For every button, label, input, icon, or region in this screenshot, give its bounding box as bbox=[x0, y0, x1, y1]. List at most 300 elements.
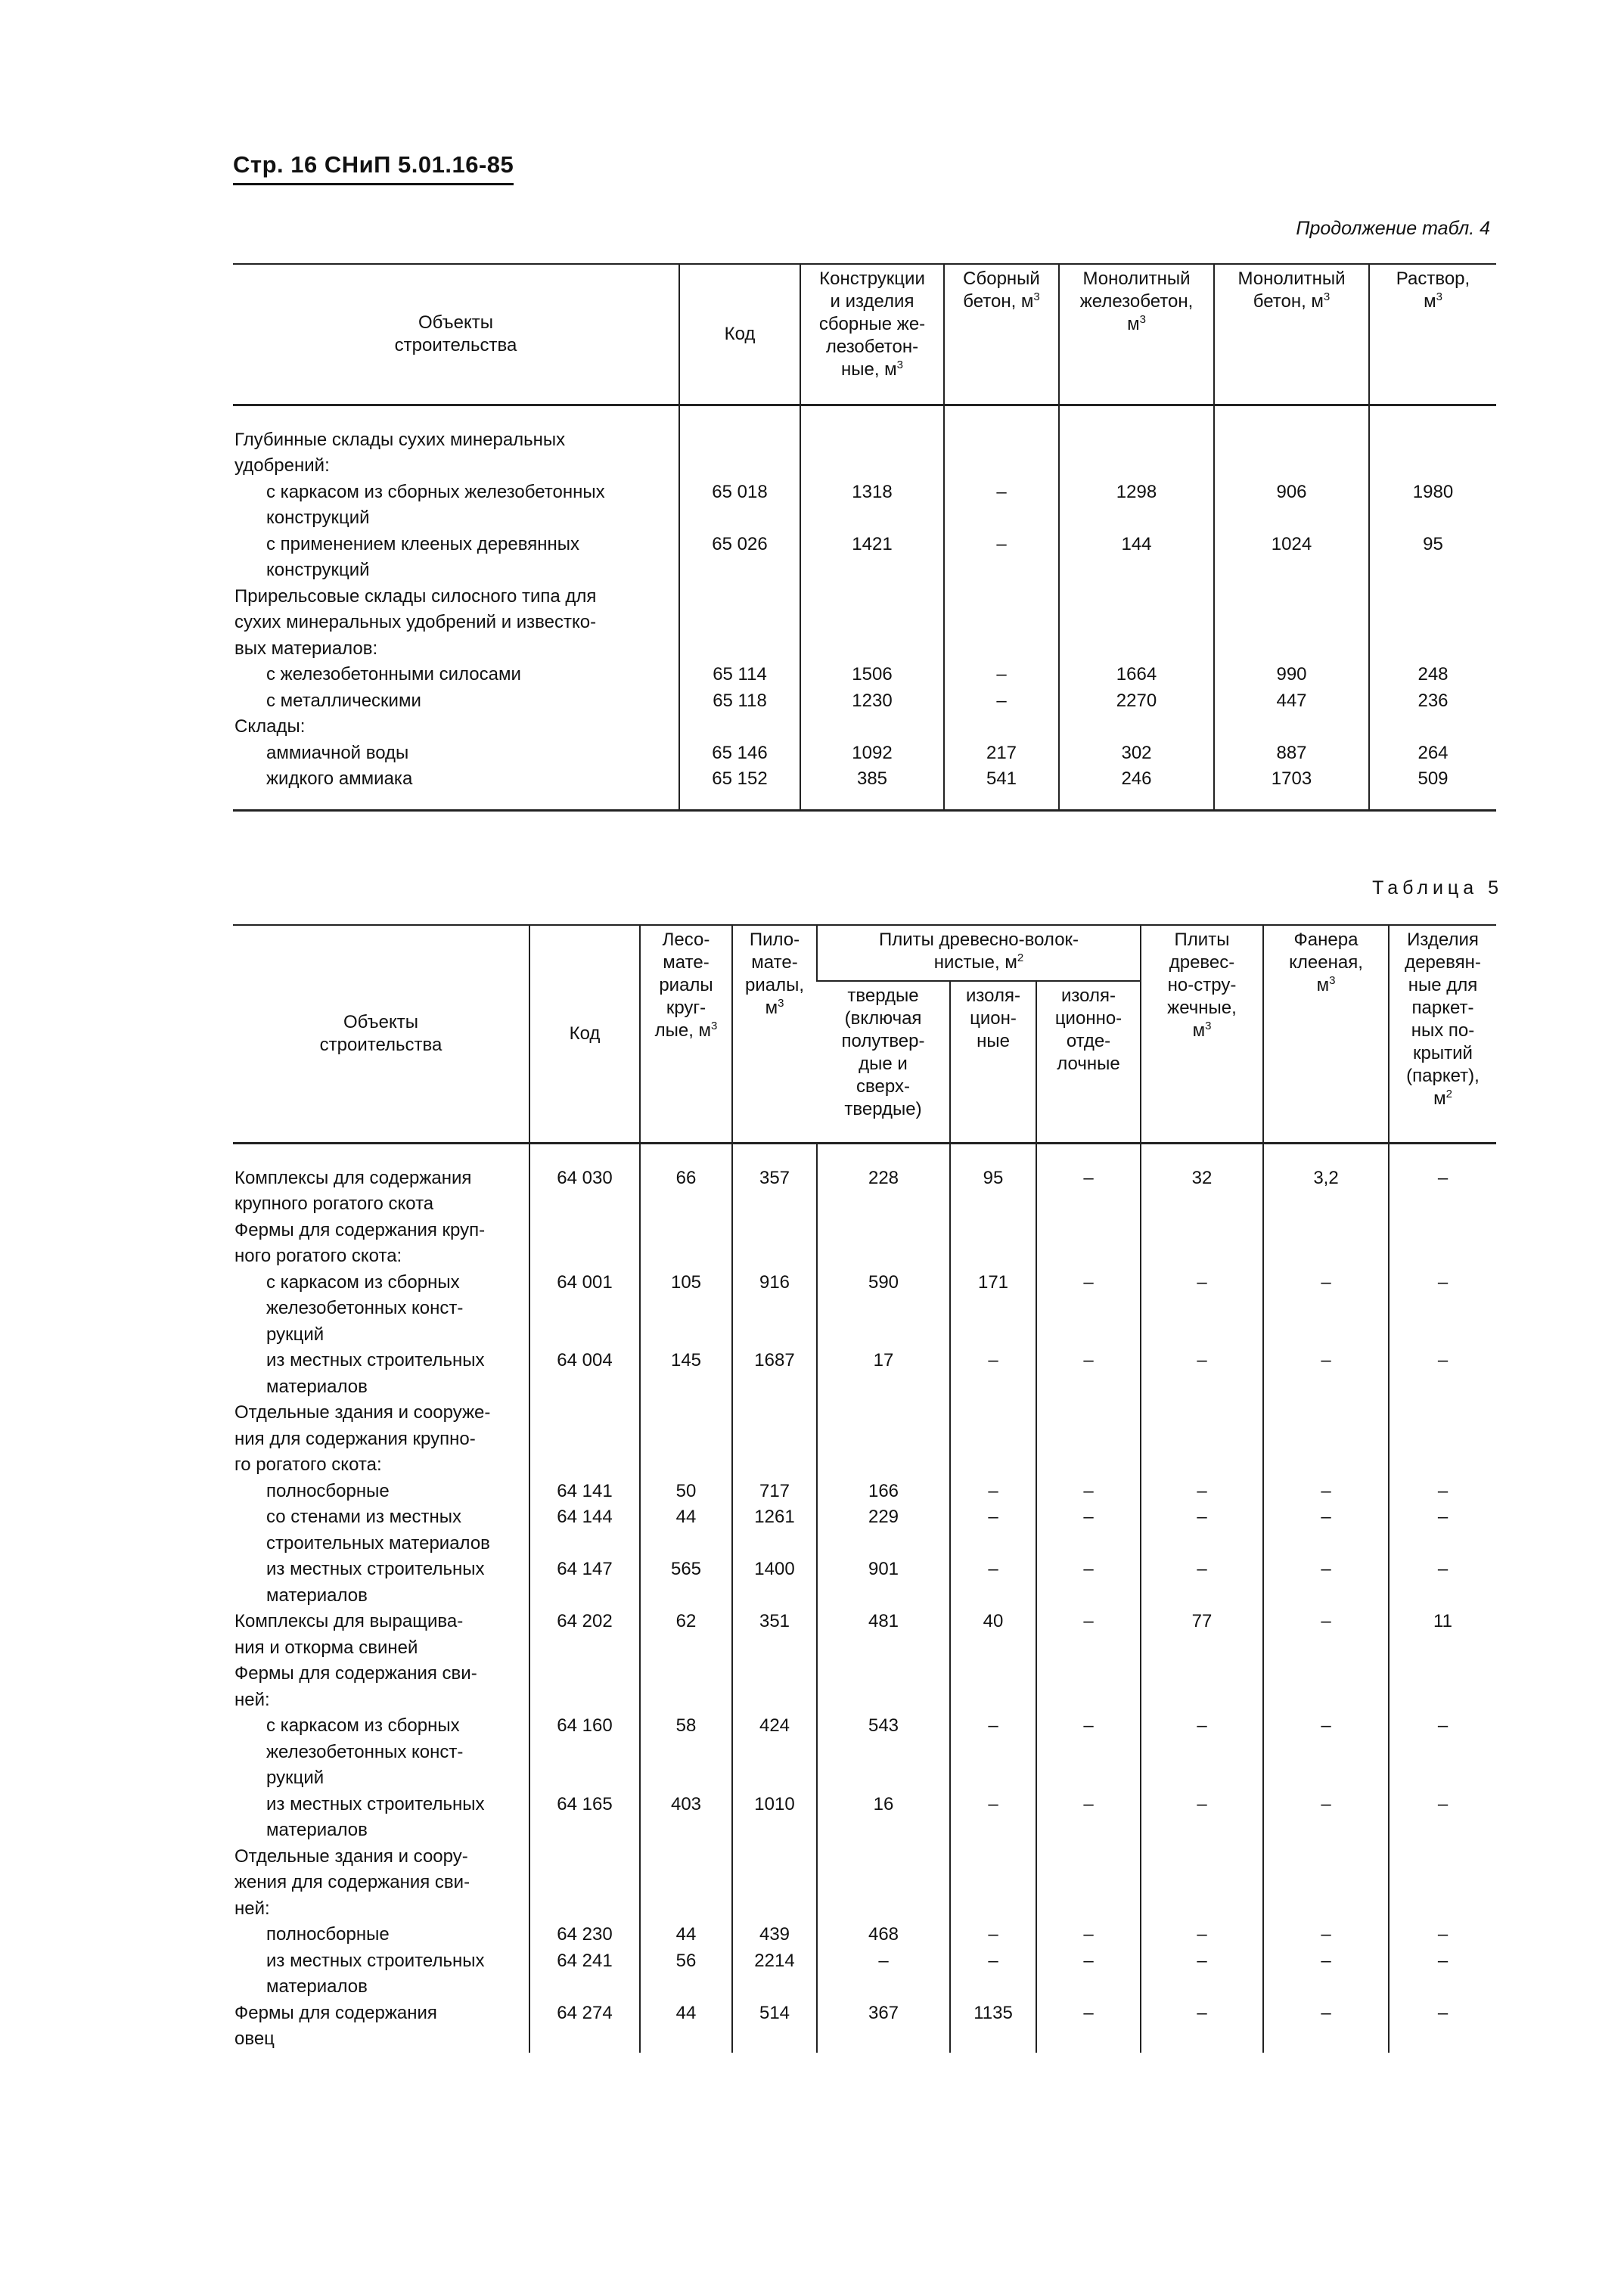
t4-header-precast-concrete: Сборный бетон, $м^3$ bbox=[944, 264, 1059, 405]
name-line: Отдельные здания и соору- bbox=[234, 1845, 468, 1867]
name-line: полносборные bbox=[266, 1924, 390, 1945]
t5-value-col-2: 514 bbox=[732, 2001, 817, 2053]
t5-value-col-2: 916 bbox=[732, 1270, 817, 1349]
t5-value-col-7: – bbox=[1263, 1270, 1389, 1349]
table-row bbox=[233, 1400, 1496, 1479]
name-line: Склады: bbox=[234, 716, 306, 737]
t5-value-col-8 bbox=[1389, 1218, 1496, 1270]
t4-value-col-1 bbox=[800, 427, 944, 480]
t5-header-code: Код bbox=[529, 925, 640, 1143]
t5-value-col-7: – bbox=[1263, 1713, 1389, 1792]
t5-header-sawn-timber: Пило- мате- риалы, $м^3$ bbox=[732, 925, 817, 1143]
t5-code: 64 144 bbox=[529, 1504, 640, 1557]
name-line: рукций bbox=[266, 1768, 324, 1788]
t5-value-col-3: 166 bbox=[817, 1479, 950, 1505]
t4-code bbox=[679, 427, 800, 480]
t5-value-col-1 bbox=[640, 1661, 732, 1713]
t5-value-col-5 bbox=[1036, 1400, 1141, 1479]
table4-header-row bbox=[233, 264, 1496, 405]
t4-value-col-5 bbox=[1369, 584, 1496, 663]
t5-spacer-cell bbox=[640, 1143, 732, 1166]
t5-value-col-1: 403 bbox=[640, 1792, 732, 1844]
t5-value-col-7 bbox=[1263, 1400, 1389, 1479]
table-row bbox=[233, 1948, 1496, 2001]
t5-value-col-7: – bbox=[1263, 2001, 1389, 2053]
t5-object-name bbox=[233, 1713, 529, 1792]
t5-value-col-5: – bbox=[1036, 1713, 1141, 1792]
t5-value-col-6: 77 bbox=[1141, 1609, 1263, 1661]
t4-object-name bbox=[233, 688, 679, 715]
t5-value-col-5: – bbox=[1036, 1479, 1141, 1505]
name-line: конструкций bbox=[266, 560, 370, 580]
t5-code: 64 165 bbox=[529, 1792, 640, 1844]
t4-value-col-4: 887 bbox=[1214, 740, 1369, 767]
t5-value-col-5 bbox=[1036, 1844, 1141, 1923]
t5-code: 64 030 bbox=[529, 1166, 640, 1218]
t5-value-col-4: 1135 bbox=[950, 2001, 1036, 2053]
table-row bbox=[233, 584, 1496, 663]
t5-header-objects: Объекты строительства bbox=[233, 925, 529, 1143]
t5-spacer-cell bbox=[950, 1143, 1036, 1166]
name-line: с каркасом из сборных bbox=[266, 1271, 460, 1293]
t5-value-col-1: 50 bbox=[640, 1479, 732, 1505]
name-line: ния для содержания крупно- bbox=[234, 1428, 476, 1449]
t5-value-col-5: – bbox=[1036, 1348, 1141, 1400]
name-line: овец bbox=[234, 2028, 275, 2049]
t4-spacer-cell bbox=[1369, 405, 1496, 427]
t4-code: 65 146 bbox=[679, 740, 800, 767]
name-line: Фермы для содержания bbox=[234, 2002, 437, 2023]
t4-code bbox=[679, 584, 800, 663]
t4-value-col-5: 509 bbox=[1369, 766, 1496, 793]
name-line: го рогатого скота: bbox=[234, 1454, 382, 1475]
table-row bbox=[233, 1792, 1496, 1844]
t5-code: 64 202 bbox=[529, 1609, 640, 1661]
t5-value-col-6: – bbox=[1141, 1270, 1263, 1349]
t5-value-col-4 bbox=[950, 1400, 1036, 1479]
t4-value-col-3 bbox=[1059, 584, 1214, 663]
name-line: ного рогатого скота: bbox=[234, 1246, 402, 1266]
t5-object-name bbox=[233, 1844, 529, 1923]
table-row bbox=[233, 1479, 1496, 1505]
t4-value-col-1: 1506 bbox=[800, 662, 944, 688]
t5-value-col-3 bbox=[817, 1400, 950, 1479]
t4-value-col-2: – bbox=[944, 688, 1059, 715]
t5-value-col-3: 16 bbox=[817, 1792, 950, 1844]
t5-value-col-2 bbox=[732, 1844, 817, 1923]
t5-value-col-1 bbox=[640, 1844, 732, 1923]
t5-header-parquet: Изделия деревян- ные для паркет- ных по- крытий (паркет), $м^2$ bbox=[1389, 925, 1496, 1143]
t4-value-col-2 bbox=[944, 427, 1059, 480]
t5-value-col-4 bbox=[950, 1661, 1036, 1713]
t5-header-fibreboard-insulating: изоля- цион- ные bbox=[950, 981, 1036, 1143]
t5-value-col-5: – bbox=[1036, 1166, 1141, 1218]
name-line: строительных материалов bbox=[266, 1532, 490, 1554]
t5-value-col-2: 351 bbox=[732, 1609, 817, 1661]
t5-value-col-1: 56 bbox=[640, 1948, 732, 2001]
t4-header-precast-rc: Конструкции и изделия сборные же- лезобетон- ные, $м^3$ bbox=[800, 264, 944, 405]
t5-value-col-2: 424 bbox=[732, 1713, 817, 1792]
name-line: материалов bbox=[266, 1820, 368, 1840]
t5-value-col-4: – bbox=[950, 1479, 1036, 1505]
t5-value-col-7: – bbox=[1263, 1557, 1389, 1609]
t4-value-col-4: 990 bbox=[1214, 662, 1369, 688]
t5-code: 64 141 bbox=[529, 1479, 640, 1505]
name-line: материалов bbox=[266, 1376, 368, 1397]
t5-value-col-1: 44 bbox=[640, 2001, 732, 2053]
t5-spacer-cell bbox=[1036, 1143, 1141, 1166]
table-4 bbox=[233, 263, 1496, 812]
table-row bbox=[233, 1844, 1496, 1923]
t4-value-col-1: 1318 bbox=[800, 480, 944, 532]
table5-body bbox=[233, 1143, 1496, 2053]
t5-value-col-2: 1400 bbox=[732, 1557, 817, 1609]
name-line: конструкций bbox=[266, 507, 370, 528]
t5-code: 64 241 bbox=[529, 1948, 640, 2001]
t5-value-col-3: – bbox=[817, 1948, 950, 2001]
table-row bbox=[233, 480, 1496, 532]
t5-value-col-6: – bbox=[1141, 1713, 1263, 1792]
t5-value-col-3 bbox=[817, 1218, 950, 1270]
name-line: аммиачной воды bbox=[266, 742, 409, 763]
t5-code bbox=[529, 1218, 640, 1270]
table-row bbox=[233, 1348, 1496, 1400]
t5-value-col-3: 590 bbox=[817, 1270, 950, 1349]
t5-code: 64 160 bbox=[529, 1713, 640, 1792]
t4-value-col-2: – bbox=[944, 532, 1059, 584]
t5-value-col-2: 1010 bbox=[732, 1792, 817, 1844]
name-line: удобрений: bbox=[234, 455, 330, 476]
t4-value-col-1: 1230 bbox=[800, 688, 944, 715]
t5-spacer-cell bbox=[817, 1143, 950, 1166]
t4-spacer-cell bbox=[679, 405, 800, 427]
name-line: Комплексы для содержания bbox=[234, 1167, 472, 1188]
t5-value-col-6: – bbox=[1141, 1792, 1263, 1844]
t5-value-col-6: – bbox=[1141, 2001, 1263, 2053]
t4-object-name bbox=[233, 584, 679, 663]
t5-value-col-2: 1687 bbox=[732, 1348, 817, 1400]
t4-value-col-3 bbox=[1059, 427, 1214, 480]
t5-value-col-8: – bbox=[1389, 1479, 1496, 1505]
t5-header-fibreboard-hard: твердые (включая полутвер- дые и сверх- твердые) bbox=[817, 981, 950, 1143]
t4-value-col-4: 906 bbox=[1214, 480, 1369, 532]
t5-value-col-6 bbox=[1141, 1661, 1263, 1713]
t5-value-col-7: 3,2 bbox=[1263, 1166, 1389, 1218]
t4-object-name bbox=[233, 480, 679, 532]
t5-value-col-2: 357 bbox=[732, 1166, 817, 1218]
t4-code: 65 026 bbox=[679, 532, 800, 584]
name-line: с каркасом из сборных bbox=[266, 1715, 460, 1736]
t5-value-col-2 bbox=[732, 1661, 817, 1713]
t4-header-monolithic-concrete: Монолитный бетон, $м^3$ bbox=[1214, 264, 1369, 405]
t5-value-col-7 bbox=[1263, 1661, 1389, 1713]
t5-value-col-4: – bbox=[950, 1713, 1036, 1792]
t4-spacer-cell bbox=[800, 405, 944, 427]
t5-value-col-1: 44 bbox=[640, 1504, 732, 1557]
name-line: ния и откорма свиней bbox=[234, 1637, 418, 1658]
t5-object-name bbox=[233, 1948, 529, 2001]
t5-code bbox=[529, 1661, 640, 1713]
t5-value-col-6 bbox=[1141, 1844, 1263, 1923]
t4-spacer-cell bbox=[800, 793, 944, 811]
name-line: с металлическими bbox=[266, 690, 421, 711]
name-line: Отдельные здания и сооруже- bbox=[234, 1402, 491, 1423]
t5-value-col-8: – bbox=[1389, 1348, 1496, 1400]
t5-header-particleboard: Плиты древес- но-стру- жечные, $м^3$ bbox=[1141, 925, 1263, 1143]
t4-spacer-cell bbox=[679, 793, 800, 811]
t5-object-name bbox=[233, 1557, 529, 1609]
t5-value-col-3: 228 bbox=[817, 1166, 950, 1218]
t4-spacer-row bbox=[233, 405, 1496, 427]
t5-object-name bbox=[233, 1922, 529, 1948]
t4-code: 65 118 bbox=[679, 688, 800, 715]
t5-value-col-5: – bbox=[1036, 1270, 1141, 1349]
t5-object-name bbox=[233, 1348, 529, 1400]
t5-value-col-3: 367 bbox=[817, 2001, 950, 2053]
t5-value-col-7: – bbox=[1263, 1948, 1389, 2001]
t5-value-col-7: – bbox=[1263, 1479, 1389, 1505]
table-row bbox=[233, 740, 1496, 767]
t4-spacer-cell bbox=[1369, 793, 1496, 811]
t5-value-col-8 bbox=[1389, 1661, 1496, 1713]
t5-value-col-1: 565 bbox=[640, 1557, 732, 1609]
t5-value-col-1: 62 bbox=[640, 1609, 732, 1661]
name-line: железобетонных конст- bbox=[266, 1741, 464, 1762]
t5-object-name bbox=[233, 1661, 529, 1713]
t4-value-col-1: 385 bbox=[800, 766, 944, 793]
t4-value-col-5: 236 bbox=[1369, 688, 1496, 715]
name-line: железобетонных конст- bbox=[266, 1298, 464, 1318]
name-line: полносборные bbox=[266, 1480, 390, 1501]
table5-header-row-main bbox=[233, 925, 1496, 981]
table5-title: Таблица 5 bbox=[1372, 877, 1503, 899]
t4-value-col-2 bbox=[944, 714, 1059, 740]
t5-object-name bbox=[233, 1400, 529, 1479]
t5-value-col-5 bbox=[1036, 1661, 1141, 1713]
t4-value-col-1: 1092 bbox=[800, 740, 944, 767]
t5-object-name bbox=[233, 2001, 529, 2053]
t4-value-col-3: 246 bbox=[1059, 766, 1214, 793]
t5-value-col-5: – bbox=[1036, 1609, 1141, 1661]
t4-value-col-3: 1298 bbox=[1059, 480, 1214, 532]
name-line: вых материалов: bbox=[234, 638, 378, 659]
t4-code: 65 114 bbox=[679, 662, 800, 688]
t5-value-col-2 bbox=[732, 1400, 817, 1479]
t5-spacer-cell bbox=[732, 1143, 817, 1166]
table-5 bbox=[233, 924, 1496, 2053]
t5-value-col-8: – bbox=[1389, 1504, 1496, 1557]
table-row bbox=[233, 1218, 1496, 1270]
t5-value-col-1 bbox=[640, 1400, 732, 1479]
t5-spacer-cell bbox=[1141, 1143, 1263, 1166]
t5-value-col-5: – bbox=[1036, 1948, 1141, 2001]
table-row bbox=[233, 1713, 1496, 1792]
t5-value-col-8: – bbox=[1389, 1792, 1496, 1844]
t5-value-col-8: – bbox=[1389, 1922, 1496, 1948]
t5-value-col-8: – bbox=[1389, 1270, 1496, 1349]
t5-code bbox=[529, 1400, 640, 1479]
t4-value-col-3: 144 bbox=[1059, 532, 1214, 584]
t5-header-fibreboard-insulating-finishing: изоля- ционно- отде- лочные bbox=[1036, 981, 1141, 1143]
t4-spacer-cell bbox=[1059, 405, 1214, 427]
table-row bbox=[233, 1557, 1496, 1609]
t5-value-col-4: 40 bbox=[950, 1609, 1036, 1661]
table4-continuation-label: Продолжение табл. 4 bbox=[1296, 218, 1490, 239]
t5-value-col-8: 11 bbox=[1389, 1609, 1496, 1661]
t5-object-name bbox=[233, 1609, 529, 1661]
t5-value-col-8: – bbox=[1389, 1948, 1496, 2001]
t5-value-col-6: – bbox=[1141, 1479, 1263, 1505]
t5-spacer-cell bbox=[529, 1143, 640, 1166]
t5-value-col-5 bbox=[1036, 1218, 1141, 1270]
t4-value-col-4 bbox=[1214, 427, 1369, 480]
name-line: с железобетонными силосами bbox=[266, 664, 521, 684]
t5-value-col-3: 543 bbox=[817, 1713, 950, 1792]
t4-code: 65 018 bbox=[679, 480, 800, 532]
t5-value-col-5: – bbox=[1036, 1557, 1141, 1609]
t5-object-name bbox=[233, 1166, 529, 1218]
t5-value-col-7: – bbox=[1263, 1609, 1389, 1661]
table-row bbox=[233, 532, 1496, 584]
t4-value-col-4: 1703 bbox=[1214, 766, 1369, 793]
table-row bbox=[233, 427, 1496, 480]
name-line: материалов bbox=[266, 1976, 368, 1997]
t5-value-col-3: 17 bbox=[817, 1348, 950, 1400]
t4-value-col-5: 248 bbox=[1369, 662, 1496, 688]
t5-value-col-7: – bbox=[1263, 1922, 1389, 1948]
t4-value-col-2: 217 bbox=[944, 740, 1059, 767]
t5-value-col-4 bbox=[950, 1218, 1036, 1270]
t4-value-col-4: 447 bbox=[1214, 688, 1369, 715]
t5-value-col-3: 481 bbox=[817, 1609, 950, 1661]
t5-code: 64 274 bbox=[529, 2001, 640, 2053]
t4-value-col-5 bbox=[1369, 427, 1496, 480]
t4-object-name bbox=[233, 532, 679, 584]
t4-value-col-5: 264 bbox=[1369, 740, 1496, 767]
t5-value-col-8: – bbox=[1389, 1713, 1496, 1792]
t4-code: 65 152 bbox=[679, 766, 800, 793]
t5-value-col-5: – bbox=[1036, 1922, 1141, 1948]
t4-value-col-2 bbox=[944, 584, 1059, 663]
name-line: сухих минеральных удобрений и известко- bbox=[234, 612, 597, 632]
t5-code bbox=[529, 1844, 640, 1923]
table-row bbox=[233, 1504, 1496, 1557]
t4-bottom-spacer-row bbox=[233, 793, 1496, 811]
t5-value-col-6 bbox=[1141, 1400, 1263, 1479]
t5-value-col-5: – bbox=[1036, 2001, 1141, 2053]
name-line: жидкого аммиака bbox=[266, 768, 413, 789]
name-line: Фермы для содержания сви- bbox=[234, 1663, 477, 1684]
table-row bbox=[233, 662, 1496, 688]
t5-value-col-6: – bbox=[1141, 1948, 1263, 2001]
t4-value-col-1 bbox=[800, 584, 944, 663]
t5-value-col-3 bbox=[817, 1661, 950, 1713]
t4-header-code: Код bbox=[679, 264, 800, 405]
t5-value-col-1: 58 bbox=[640, 1713, 732, 1792]
t4-header-objects: Объекты строительства bbox=[233, 264, 679, 405]
t5-value-col-4: – bbox=[950, 1922, 1036, 1948]
t4-value-col-2: 541 bbox=[944, 766, 1059, 793]
t4-object-name bbox=[233, 740, 679, 767]
t5-object-name bbox=[233, 1792, 529, 1844]
name-line: с каркасом из сборных железобетонных bbox=[266, 481, 605, 502]
t5-value-col-6: – bbox=[1141, 1557, 1263, 1609]
t5-code: 64 147 bbox=[529, 1557, 640, 1609]
table-row bbox=[233, 1922, 1496, 1948]
t5-value-col-6: – bbox=[1141, 1348, 1263, 1400]
t5-value-col-1: 145 bbox=[640, 1348, 732, 1400]
t5-value-col-1: 105 bbox=[640, 1270, 732, 1349]
t5-object-name bbox=[233, 1479, 529, 1505]
table-row bbox=[233, 2001, 1496, 2053]
name-line: Глубинные склады сухих минеральных bbox=[234, 429, 566, 450]
name-line: жения для содержания сви- bbox=[234, 1872, 470, 1892]
name-line: Комплексы для выращива- bbox=[234, 1611, 464, 1631]
t4-spacer-cell bbox=[944, 793, 1059, 811]
t5-value-col-2: 1261 bbox=[732, 1504, 817, 1557]
t4-value-col-5: 1980 bbox=[1369, 480, 1496, 532]
t5-object-name bbox=[233, 1270, 529, 1349]
t4-value-col-5 bbox=[1369, 714, 1496, 740]
name-line: с применением клееных деревянных bbox=[266, 533, 579, 554]
t5-value-col-3: 901 bbox=[817, 1557, 950, 1609]
t5-value-col-1 bbox=[640, 1218, 732, 1270]
t5-value-col-1: 44 bbox=[640, 1922, 732, 1948]
t4-value-col-2: – bbox=[944, 662, 1059, 688]
t5-value-col-4: 95 bbox=[950, 1166, 1036, 1218]
t5-value-col-3 bbox=[817, 1844, 950, 1923]
t4-object-name bbox=[233, 427, 679, 480]
t5-spacer-cell bbox=[233, 1143, 529, 1166]
t5-value-col-8: – bbox=[1389, 1166, 1496, 1218]
t5-spacer-cell bbox=[1389, 1143, 1496, 1166]
t4-object-name bbox=[233, 714, 679, 740]
t5-value-col-7: – bbox=[1263, 1348, 1389, 1400]
t5-spacer-row bbox=[233, 1143, 1496, 1166]
t5-value-col-8 bbox=[1389, 1844, 1496, 1923]
name-line: из местных строительных bbox=[266, 1950, 485, 1971]
t5-header-fibreboard-group: Плиты древесно-волок- нистые, $м^2$ bbox=[817, 925, 1141, 981]
t5-value-col-7 bbox=[1263, 1218, 1389, 1270]
t5-value-col-3: 468 bbox=[817, 1922, 950, 1948]
t4-value-col-2: – bbox=[944, 480, 1059, 532]
name-line: ней: bbox=[234, 1689, 270, 1710]
t5-value-col-6: – bbox=[1141, 1922, 1263, 1948]
t5-value-col-6: – bbox=[1141, 1504, 1263, 1557]
table-row bbox=[233, 688, 1496, 715]
table-row bbox=[233, 1270, 1496, 1349]
t4-spacer-cell bbox=[1059, 793, 1214, 811]
t5-value-col-8: – bbox=[1389, 2001, 1496, 2053]
page-header: Стр. 16 СНиП 5.01.16-85 bbox=[233, 151, 514, 185]
name-line: крупного рогатого скота bbox=[234, 1193, 434, 1214]
t4-value-col-1 bbox=[800, 714, 944, 740]
t5-code: 64 230 bbox=[529, 1922, 640, 1948]
t4-value-col-3: 1664 bbox=[1059, 662, 1214, 688]
t4-spacer-cell bbox=[1214, 793, 1369, 811]
t4-value-col-3: 2270 bbox=[1059, 688, 1214, 715]
t5-value-col-7 bbox=[1263, 1844, 1389, 1923]
t5-value-col-5: – bbox=[1036, 1504, 1141, 1557]
name-line: со стенами из местных bbox=[266, 1507, 461, 1527]
name-line: из местных строительных bbox=[266, 1559, 485, 1579]
t4-value-col-5: 95 bbox=[1369, 532, 1496, 584]
table-row bbox=[233, 1609, 1496, 1661]
t4-object-name bbox=[233, 662, 679, 688]
t5-value-col-4 bbox=[950, 1844, 1036, 1923]
t5-value-col-2 bbox=[732, 1218, 817, 1270]
table-row bbox=[233, 1661, 1496, 1713]
